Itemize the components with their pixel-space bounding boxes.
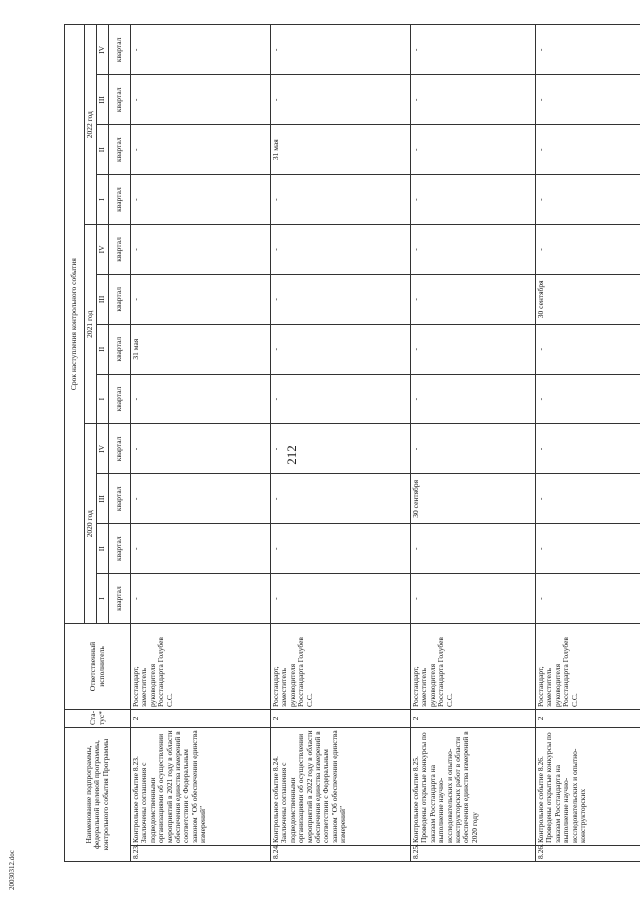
status-value: 2: [536, 710, 640, 728]
quarter-cell-empty: -: [271, 274, 411, 324]
quarter-cell-empty: -: [271, 25, 411, 75]
quarter-number-header: I: [97, 574, 109, 624]
quarter-cell-empty: -: [131, 125, 271, 175]
event-name: Контрольное событие 8.25. Проведены открытые конкурсы по заказам Росстандарта на выполнение научно-исследовательских и опытно-конструкторских работ в области обеспечения единства измерений в 2020 году: [411, 728, 536, 846]
quarter-cell-empty: -: [411, 225, 536, 275]
quarter-cell-empty: -: [411, 75, 536, 125]
quarter-word-header: квартал: [109, 225, 131, 275]
quarter-number-header: II: [97, 524, 109, 574]
quarter-word-header: квартал: [109, 25, 131, 75]
year-2022-header: 2022 год: [85, 25, 97, 225]
status-value: 2: [271, 710, 411, 728]
quarter-cell-empty: -: [271, 175, 411, 225]
quarter-cell-empty: -: [411, 175, 536, 225]
quarter-cell-empty: -: [536, 175, 640, 225]
year-2021-header: 2021 год: [85, 225, 97, 425]
status-column-header: Ста-тус*: [65, 710, 131, 728]
quarter-cell-date: 31 мая: [131, 324, 271, 374]
quarter-cell-empty: -: [411, 374, 536, 424]
quarter-word-header: квартал: [109, 524, 131, 574]
quarter-word-header: квартал: [109, 75, 131, 125]
control-events-table: [64, 24, 640, 862]
quarter-word-header: квартал: [109, 324, 131, 374]
responsible-executor: Росстандарт, заместитель руководителя Росстандарта Голубев С.С.: [536, 624, 640, 710]
quarter-cell-empty: -: [536, 524, 640, 574]
responsible-executor: Росстандарт, заместитель руководителя Росстандарта Голубев С.С.: [271, 624, 411, 710]
quarter-cell-empty: -: [131, 274, 271, 324]
responsible-executor: Росстандарт, заместитель руководителя Росстандарта Голубев С.С.: [411, 624, 536, 710]
quarter-cell-date: 31 мая: [271, 125, 411, 175]
table-row: [536, 25, 640, 862]
quarter-cell-empty: -: [411, 324, 536, 374]
quarter-cell-empty: -: [411, 424, 536, 474]
quarter-cell-empty: -: [271, 424, 411, 474]
quarter-cell-empty: -: [271, 324, 411, 374]
quarter-number-header: IV: [97, 225, 109, 275]
quarter-number-header: III: [97, 274, 109, 324]
quarter-cell-empty: -: [536, 225, 640, 275]
quarter-cell-empty: -: [131, 374, 271, 424]
table-row: [271, 25, 411, 862]
quarter-cell-empty: -: [271, 225, 411, 275]
quarter-cell-empty: -: [131, 574, 271, 624]
status-value: 2: [411, 710, 536, 728]
quarter-cell-empty: -: [271, 374, 411, 424]
footer-file-code: 20030312.doc: [8, 850, 16, 890]
row-number: 8.24.: [271, 846, 411, 862]
quarter-cell-empty: -: [131, 175, 271, 225]
table-row: [131, 25, 271, 862]
page-number: 212: [284, 445, 299, 465]
event-name: Контрольное событие 8.24. Заключены соглашения с подведомственными организациями об осуществлении мероприятий в 2022 году в области обеспечения единства измерений в соответствии с Федеральным законом "Об обеспечении единства измерений": [271, 728, 411, 846]
quarter-cell-empty: -: [271, 574, 411, 624]
quarter-cell-empty: -: [411, 125, 536, 175]
quarter-cell-empty: -: [411, 25, 536, 75]
event-name: Контрольное событие 8.26. Проведены открытые конкурсы по заказам Росстандарта на выполнение научно-исследовательских и опытно-конструкторских: [536, 728, 640, 846]
quarter-number-header: IV: [97, 25, 109, 75]
quarter-cell-empty: -: [411, 274, 536, 324]
quarter-cell-empty: -: [271, 474, 411, 524]
quarter-word-header: квартал: [109, 474, 131, 524]
responsible-column-header: Ответственный исполнитель: [65, 624, 131, 710]
quarter-word-header: квартал: [109, 175, 131, 225]
quarter-cell-empty: -: [131, 524, 271, 574]
quarter-number-header: IV: [97, 424, 109, 474]
quarter-cell-empty: -: [131, 225, 271, 275]
quarter-number-header: III: [97, 75, 109, 125]
quarter-cell-empty: -: [536, 474, 640, 524]
table-row: [411, 25, 536, 862]
quarter-cell-empty: -: [131, 25, 271, 75]
quarter-cell-empty: -: [536, 374, 640, 424]
quarter-cell-empty: -: [536, 75, 640, 125]
quarter-cell-empty: -: [536, 324, 640, 374]
quarter-cell-date: 30 сентября: [411, 474, 536, 524]
quarter-cell-empty: -: [131, 474, 271, 524]
quarter-word-header: квартал: [109, 125, 131, 175]
quarter-cell-empty: -: [536, 25, 640, 75]
row-number: 8.26.: [536, 846, 640, 862]
quarter-cell-empty: -: [411, 574, 536, 624]
quarter-number-header: III: [97, 474, 109, 524]
name-column-header: Наименование подпрограммы, федеральной целевой программы, контрольного события Программы: [65, 728, 131, 862]
row-number: 8.23.: [131, 846, 271, 862]
quarter-number-header: II: [97, 324, 109, 374]
quarter-word-header: квартал: [109, 374, 131, 424]
event-name: Контрольное событие 8.23. Заключены соглашения с подведомственными организациями об осуществлении мероприятий в 2021 году в области обеспечения единства измерений в соответствии с Федеральным законом "Об обеспечении единства измерений": [131, 728, 271, 846]
row-number: 8.25.: [411, 846, 536, 862]
quarter-cell-empty: -: [536, 424, 640, 474]
responsible-executor: Росстандарт, заместитель руководителя Росстандарта Голубев С.С.: [131, 624, 271, 710]
deadline-group-header: Срок наступления контрольного события: [65, 25, 85, 624]
quarter-cell-empty: -: [131, 75, 271, 125]
quarter-cell-date: 30 сентября: [536, 274, 640, 324]
quarter-word-header: квартал: [109, 424, 131, 474]
quarter-number-header: I: [97, 175, 109, 225]
quarter-cell-empty: -: [131, 424, 271, 474]
quarter-cell-empty: -: [271, 524, 411, 574]
quarter-number-header: I: [97, 374, 109, 424]
quarter-word-header: квартал: [109, 574, 131, 624]
quarter-cell-empty: -: [536, 574, 640, 624]
quarter-word-header: квартал: [109, 274, 131, 324]
year-2020-header: 2020 год: [85, 424, 97, 624]
quarter-cell-empty: -: [536, 125, 640, 175]
quarter-number-header: II: [97, 125, 109, 175]
quarter-cell-empty: -: [411, 524, 536, 574]
quarter-cell-empty: -: [271, 75, 411, 125]
status-value: 2: [131, 710, 271, 728]
control-events-table-wrapper: [64, 26, 630, 862]
